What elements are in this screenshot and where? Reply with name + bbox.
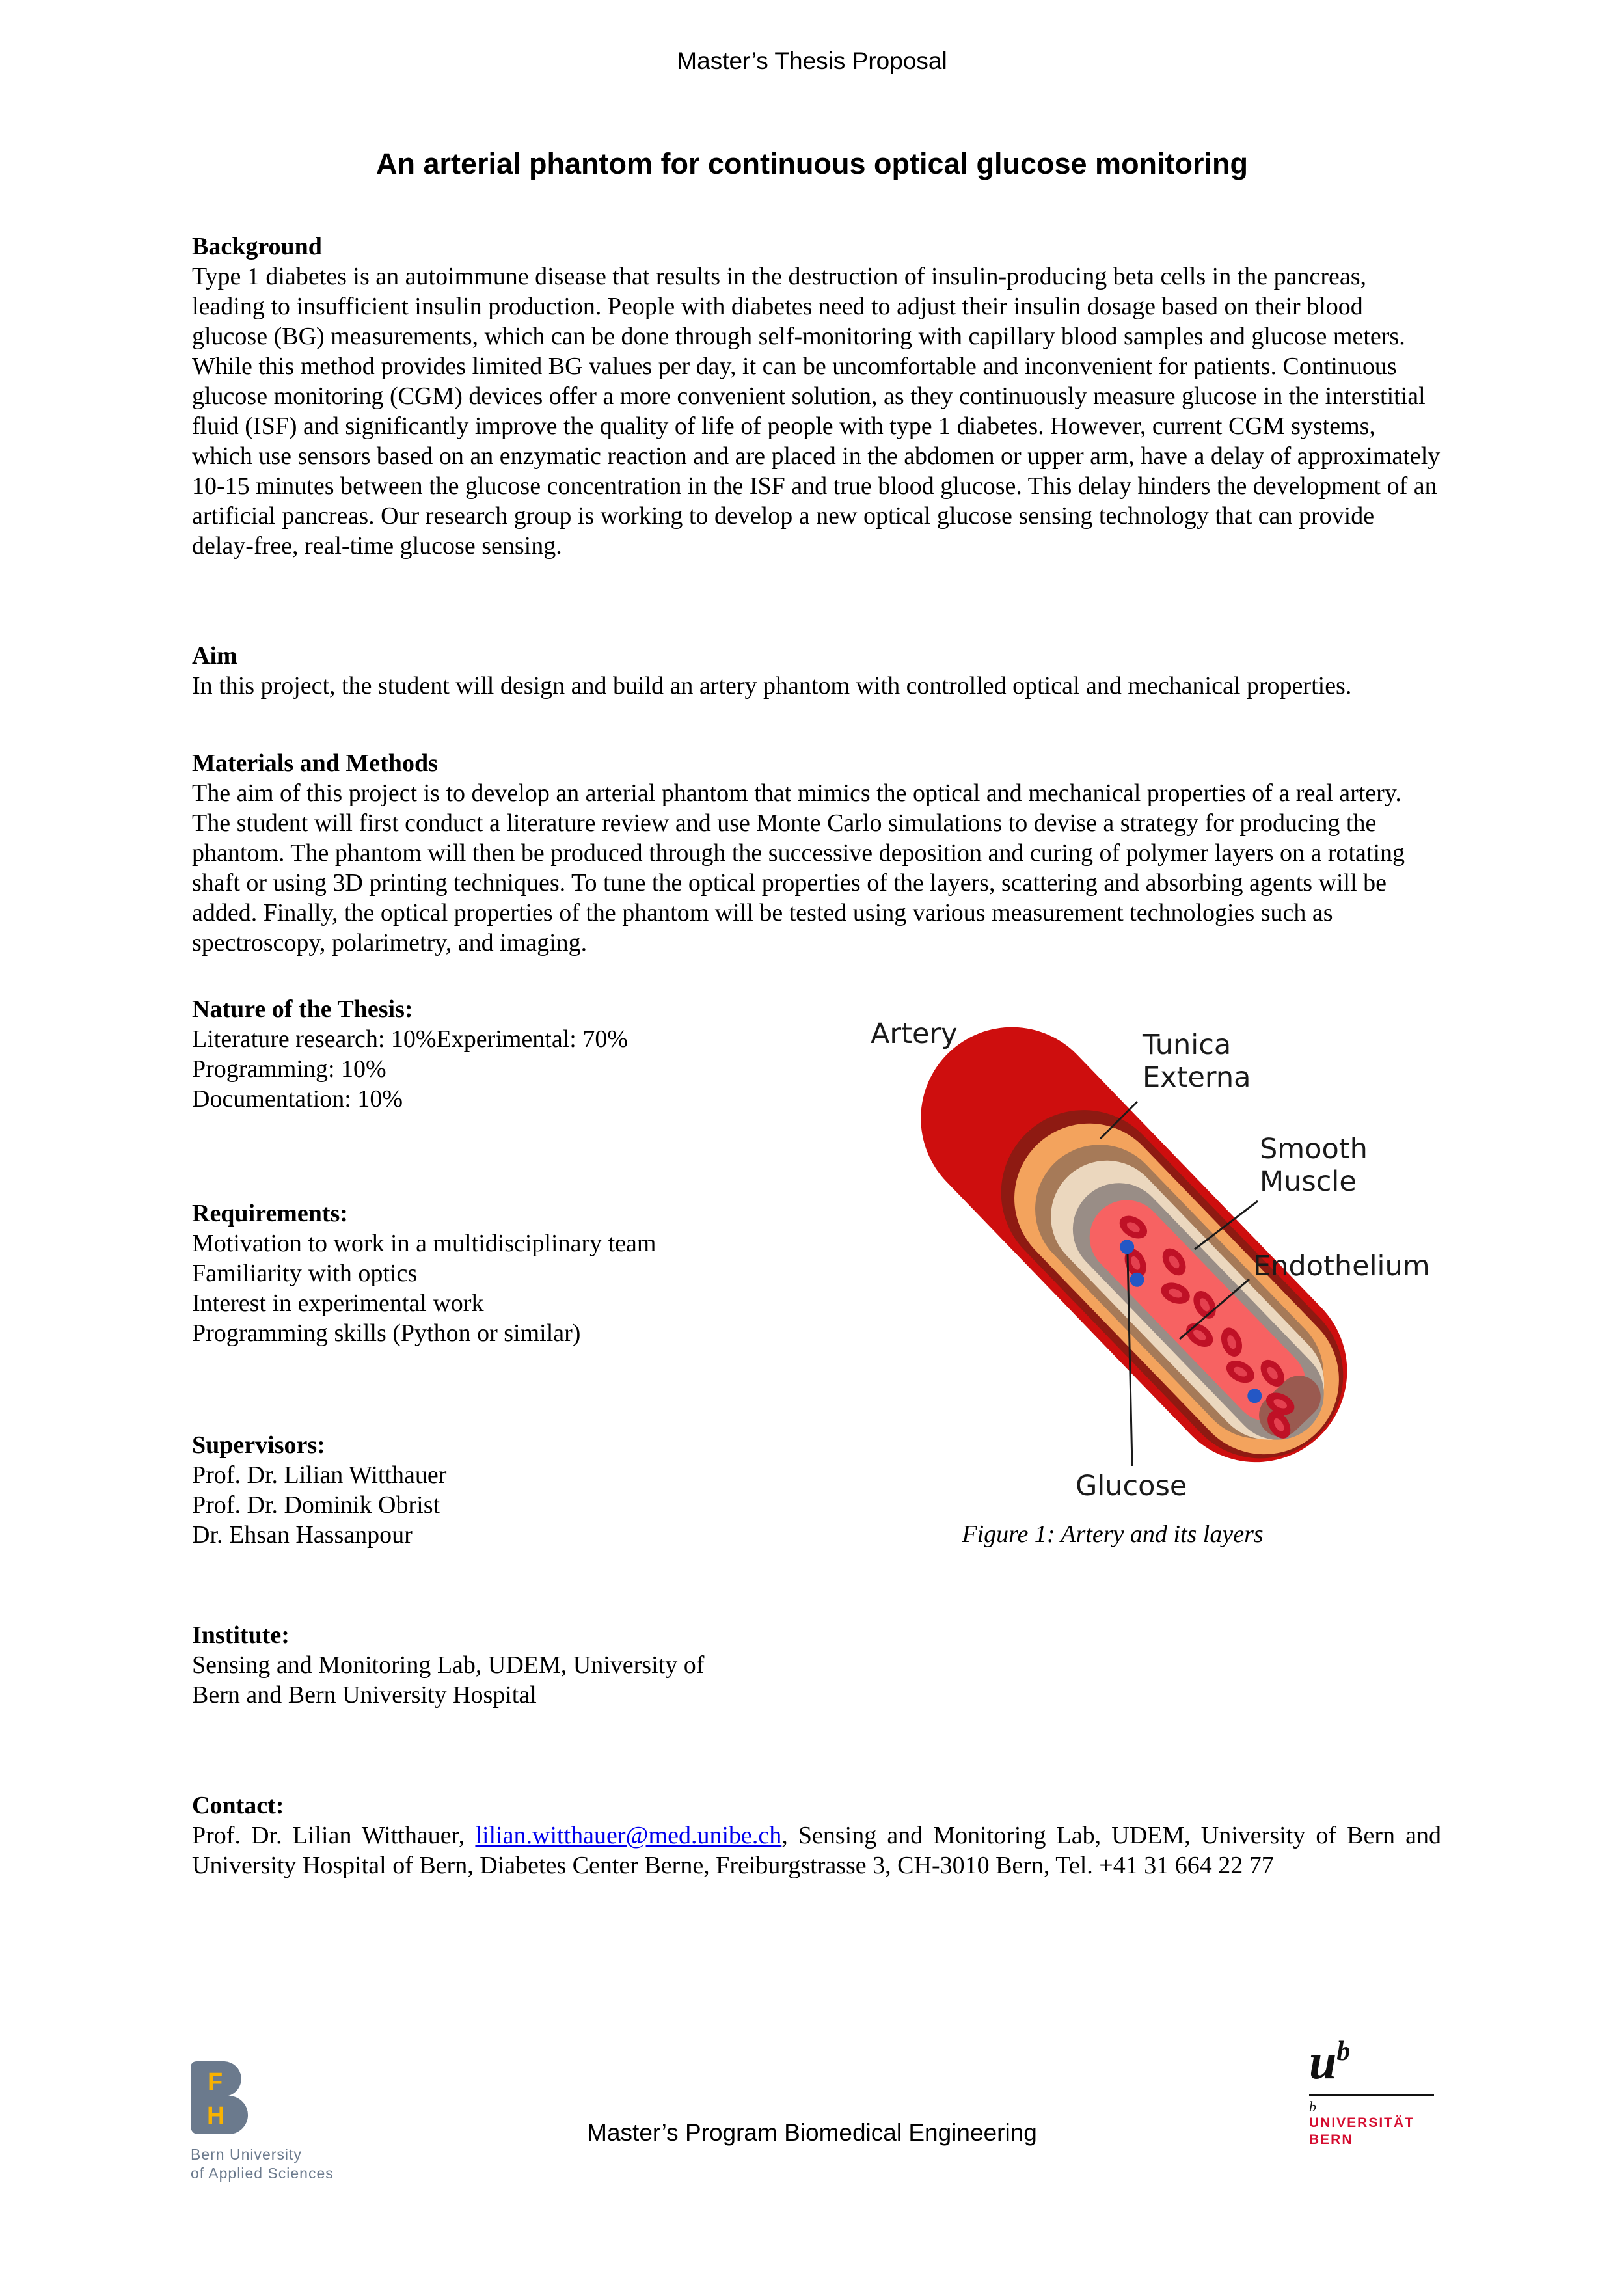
glucose-label: Glucose (1076, 1470, 1187, 1502)
unibe-name-line2: BERN (1309, 2132, 1353, 2147)
aim-paragraph: In this project, the student will design and build an artery phantom with controlled optical and mechanical properties. (192, 672, 1352, 699)
smooth-muscle-label-line2: Muscle (1260, 1165, 1357, 1198)
contact-email-link[interactable]: lilian.witthauer@med.unibe.ch (475, 1822, 782, 1849)
aim-heading: Aim (192, 642, 237, 670)
contact-paragraph (192, 1821, 1441, 1880)
supervisor-name: Dr. Ehsan Hassanpour (192, 1521, 413, 1549)
tunica-externa-label-line2: Externa (1143, 1061, 1251, 1094)
supervisors-heading: Supervisors: (192, 1431, 325, 1459)
artery-label: Artery (871, 1018, 958, 1050)
section-methods (192, 748, 1441, 958)
document-header: Master’s Thesis Proposal (677, 47, 947, 74)
bfh-logo-text (191, 2145, 451, 2183)
background-heading: Background (192, 233, 322, 260)
unibe-sup-b: b (1336, 2037, 1351, 2067)
section-aim (192, 641, 1441, 701)
unibe-name-line1: UNIVERSITÄT (1309, 2115, 1415, 2130)
endothelium-label: Endothelium (1253, 1250, 1430, 1282)
requirement-item: Interest in experimental work (192, 1290, 484, 1317)
background-paragraph: Type 1 diabetes is an autoimmune disease that results in the destruction of insulin-producing beta cells in the pancreas, leading to insufficient insulin production. People with diabetes need to adjust their insulin dosage based on their blood glucose (BG) measurements, which can be done through self-monitoring with capillary blood samples and glucose meters. While this method provides limited BG values per day, it can be uncomfortable and inconvenient for patients. Continuous glucose monitoring (CGM) devices offer a more convenient solution, as they continuously measure glucose in the interstitial fluid (ISF) and significantly improve the quality of life of people with type 1 diabetes. However, current CGM systems, which use sensors based on an enzymatic reaction and are placed in the abdomen or upper arm, have a delay of approximately 10-15 minutes between the glucose concentration in the ISF and true blood glucose. This delay hinders the development of an artificial pancreas. Our research group is working to develop a new optical glucose sensing technology that can provide delay-free, real-time glucose sensing. (192, 263, 1441, 560)
nature-line: Literature research: 10%Experimental: 70% (192, 1025, 628, 1053)
institute-line: Bern and Bern University Hospital (192, 1681, 537, 1709)
methods-heading: Materials and Methods (192, 750, 438, 777)
section-institute (192, 1620, 852, 1710)
section-supervisors (192, 1430, 852, 1550)
unibe-logo-rule (1309, 2094, 1434, 2096)
bfh-letter-h: H (207, 2102, 225, 2130)
page-title: An arterial phantom for continuous optical glucose monitoring (375, 147, 1249, 180)
footer-program-name: Master’s Program Biomedical Engineering (587, 2119, 1037, 2146)
figure-caption: Figure 1: Artery and its layers (962, 1521, 1264, 1548)
contact-text-post: , Sensing and Monitoring Lab, UDEM, University of Bern and University Hospital of Bern, Diabetes Center Berne, Freiburgstrasse 3, CH-3010 Bern, Tel. +41 31 664 22 77 (192, 1822, 1442, 1879)
section-nature-of-thesis (192, 994, 852, 1114)
institute-heading: Institute: (192, 1621, 290, 1649)
artery-illustration (851, 975, 1456, 1516)
nature-line: Documentation: 10% (192, 1085, 403, 1113)
contact-heading: Contact: (192, 1792, 284, 1819)
unibe-u: u (1309, 2035, 1337, 2089)
bfh-text-line2: of Applied Sciences (191, 2165, 334, 2182)
institute-line: Sensing and Monitoring Lab, UDEM, University of (192, 1651, 705, 1679)
section-background (192, 232, 1441, 561)
nature-heading: Nature of the Thesis: (192, 996, 413, 1023)
methods-paragraph: The aim of this project is to develop an arterial phantom that mimics the optical and mechanical properties of a real artery. The student will first conduct a literature review and use Monte Carlo simulations to devise a strategy for producing the phantom. The phantom will then be produced through the successive deposition and curing of polymer layers on a rotating shaft or using 3D printing techniques. To tune the optical properties of the layers, scattering and absorbing agents will be added. Finally, the optical properties of the phantom will be tested using various measurement technologies such as spectroscopy, polarimetry, and imaging. (192, 779, 1405, 956)
tunica-externa-label-line1: Tunica (1143, 1029, 1232, 1061)
unibe-logo (1309, 2029, 1452, 2149)
figure-artery-diagram (851, 975, 1456, 1516)
bfh-text-line1: Bern University (191, 2146, 302, 2163)
requirement-item: Programming skills (Python or similar) (192, 1320, 581, 1347)
section-requirements (192, 1199, 852, 1348)
unibe-small-b: b (1309, 2098, 1316, 2115)
smooth-muscle-label-line1: Smooth (1260, 1133, 1368, 1165)
bfh-letter-f: F (208, 2068, 223, 2096)
nature-line: Programming: 10% (192, 1055, 386, 1083)
contact-text-pre: Prof. Dr. Lilian Witthauer, (192, 1822, 476, 1849)
section-contact (192, 1791, 1441, 1880)
requirement-item: Familiarity with optics (192, 1260, 418, 1287)
requirements-heading: Requirements: (192, 1200, 348, 1227)
requirement-item: Motivation to work in a multidisciplinary team (192, 1230, 656, 1257)
unibe-logo-mark (1309, 2029, 1452, 2089)
supervisor-name: Prof. Dr. Lilian Witthauer (192, 1461, 447, 1489)
supervisor-name: Prof. Dr. Dominik Obrist (192, 1491, 440, 1519)
